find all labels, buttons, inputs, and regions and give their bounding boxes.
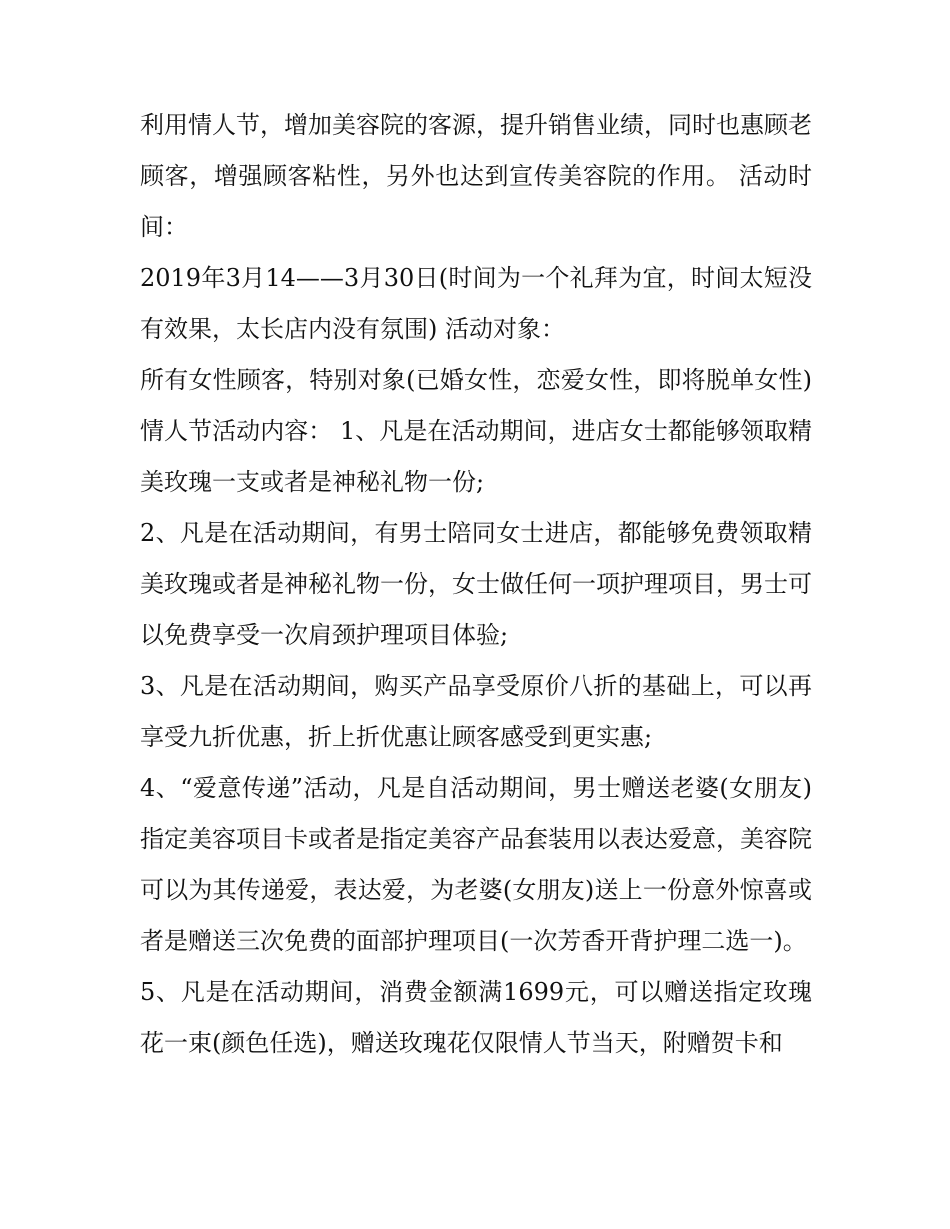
- document-page: [140, 100, 812, 1069]
- paragraph-content-item-4: 4、“爱意传递”活动，凡是自活动期间，男士赠送老婆(女朋友)指定美容项目卡或者是指定美容产品套装用以表达爱意，美容院可以为其传递爱，表达爱，为老婆(女朋友)送上一份意外惊喜或者是赠送三次免费的面部护理项目(一次芳香开背护理二选一)。: [140, 774, 812, 955]
- paragraph-date-and-audience: 2019年3月14——3月30日(时间为一个礼拜为宜，时间太短没有效果，太长店内没有氛围) 活动对象：: [140, 264, 812, 343]
- paragraph-intro-and-time: 利用情人节，增加美容院的客源，提升销售业绩，同时也惠顾老顾客，增强顾客粘性，另外也达到宣传美容院的作用。 活动时间：: [140, 111, 812, 241]
- paragraph-content-item-2: 2、凡是在活动期间，有男士陪同女士进店，都能够免费领取精美玫瑰或者是神秘礼物一份，女士做任何一项护理项目，男士可以免费享受一次肩颈护理项目体验;: [140, 519, 812, 649]
- paragraph-content-item-3: 3、凡是在活动期间，购买产品享受原价八折的基础上，可以再享受九折优惠，折上折优惠让顾客感受到更实惠;: [140, 672, 812, 751]
- paragraph-content-item-1: 所有女性顾客，特别对象(已婚女性，恋爱女性，即将脱单女性) 情人节活动内容： 1、凡是在活动期间，进店女士都能够领取精美玫瑰一支或者是神秘礼物一份;: [140, 366, 812, 496]
- paragraph-content-item-5: 5、凡是在活动期间，消费金额满1699元，可以赠送指定玫瑰花一束(颜色任选)，赠送玫瑰花仅限情人节当天，附赠贺卡和: [140, 978, 812, 1057]
